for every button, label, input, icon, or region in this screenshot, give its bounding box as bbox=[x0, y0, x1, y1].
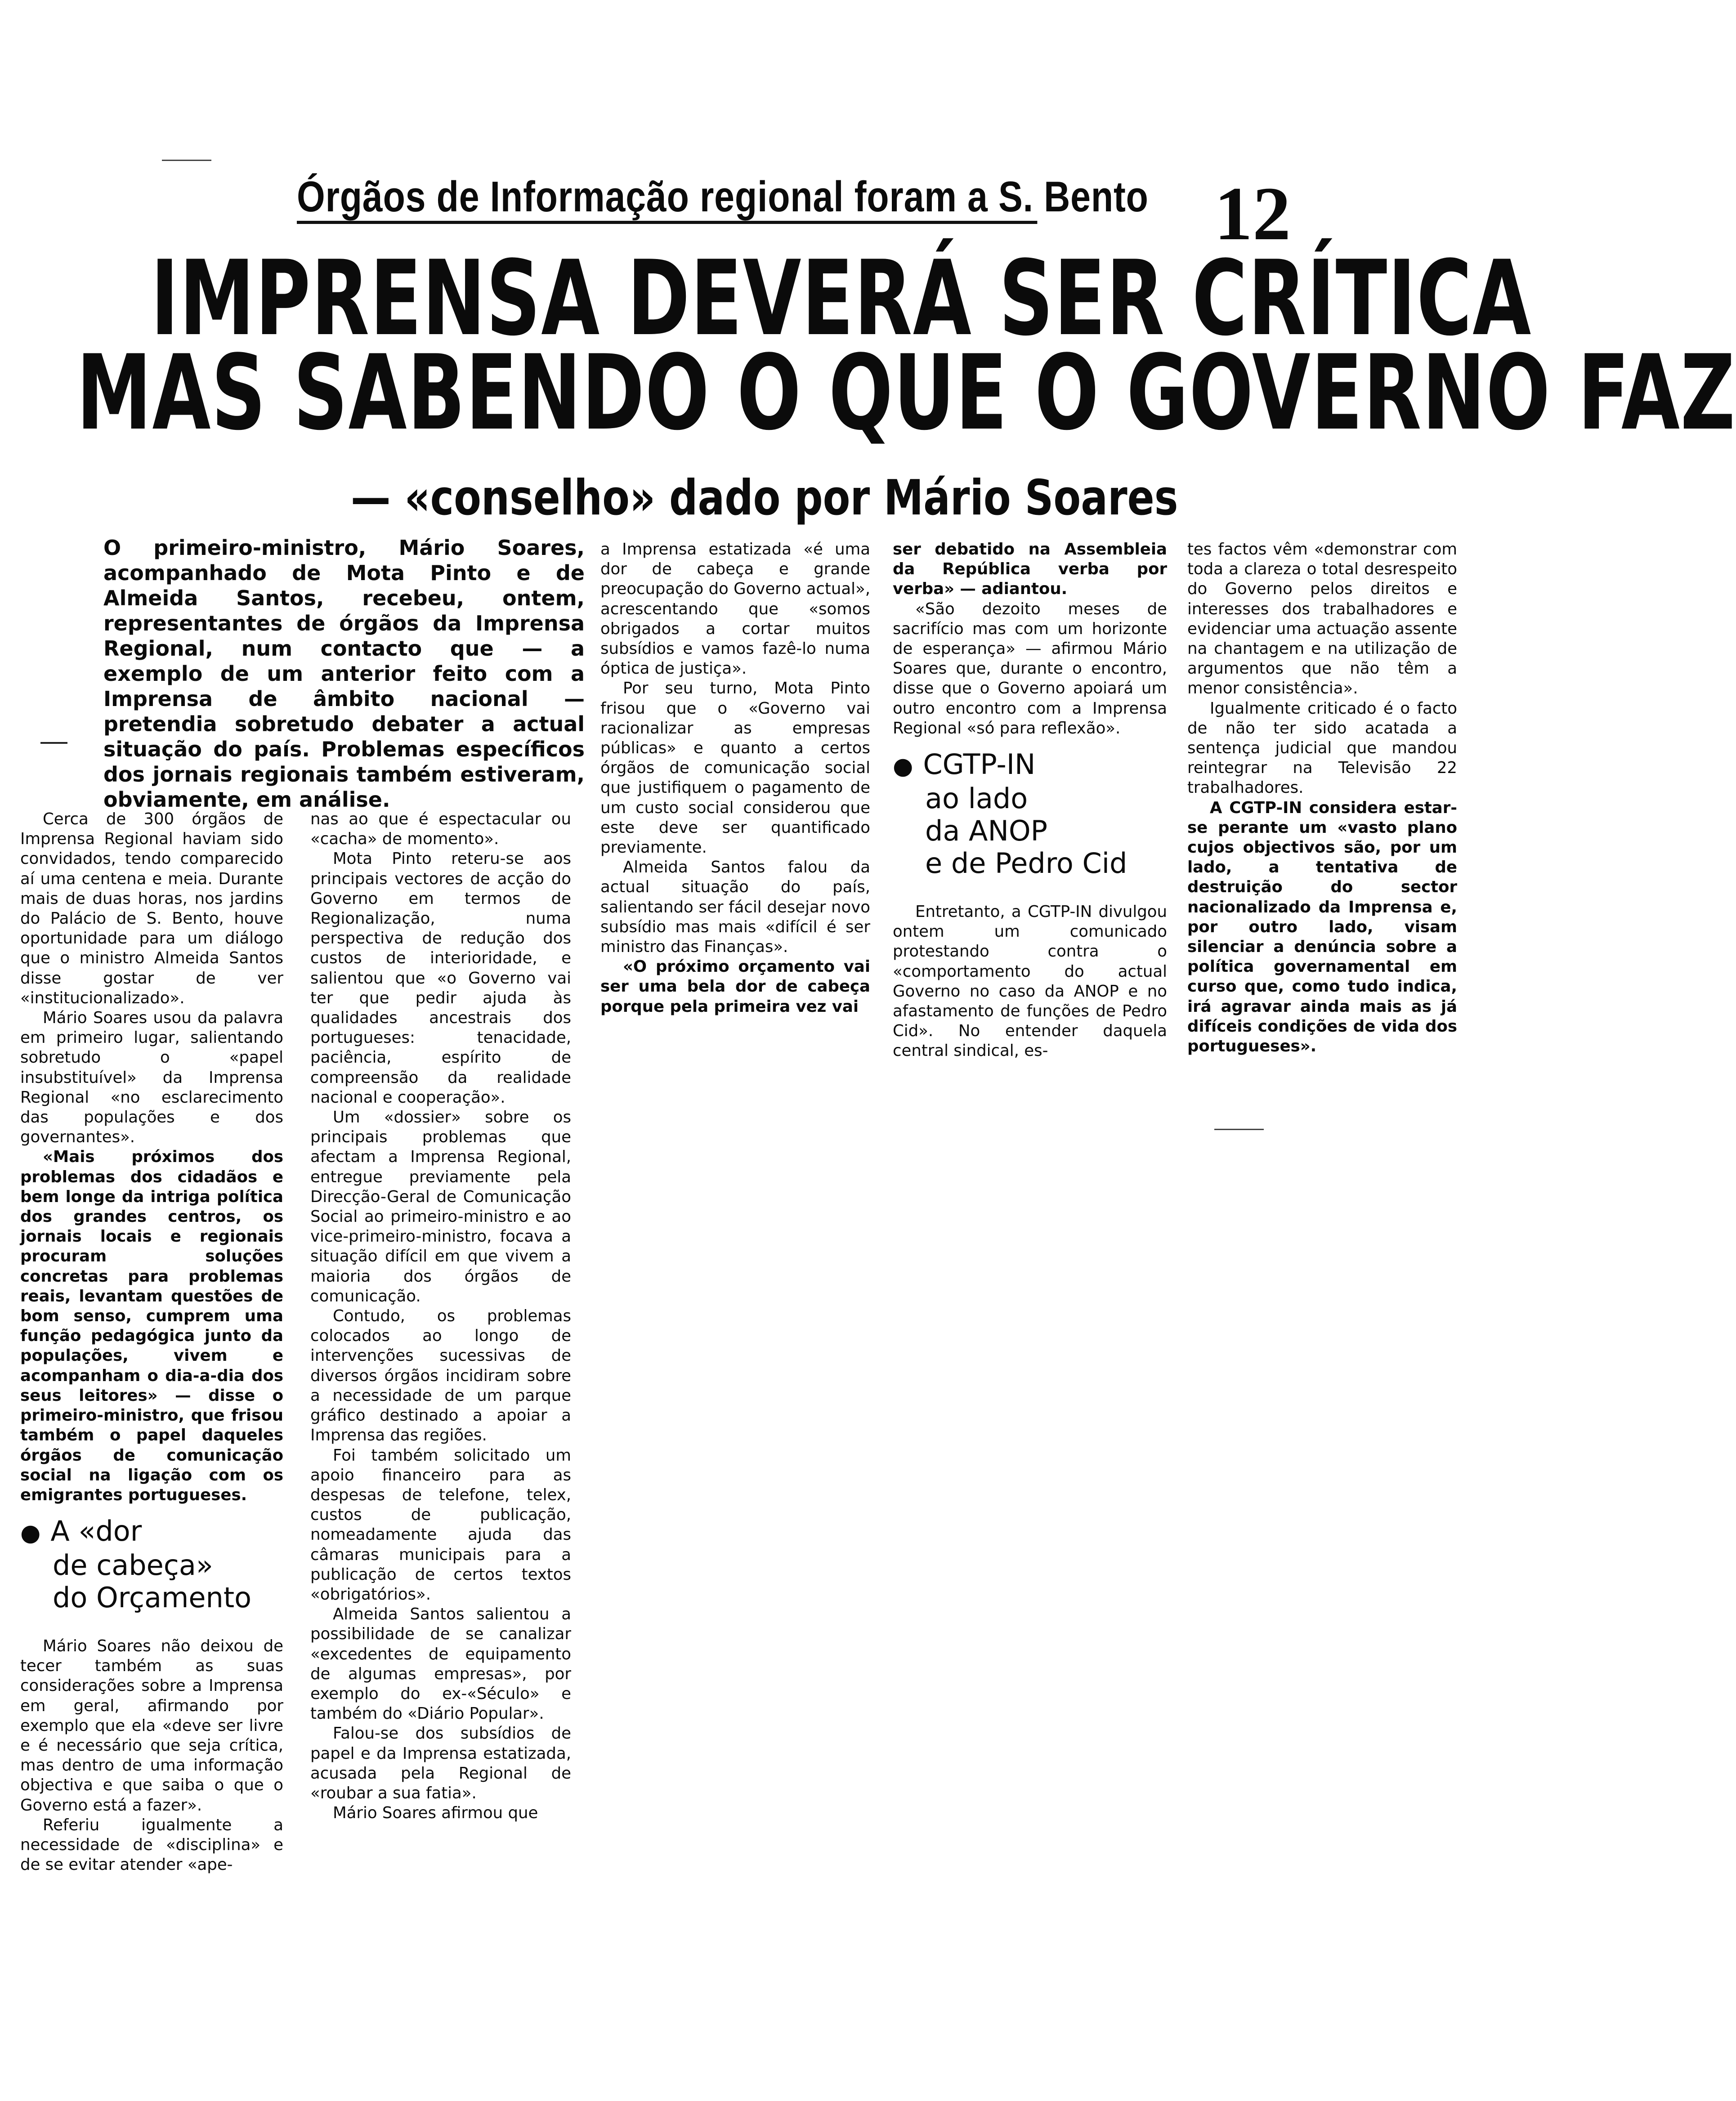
kicker-headline: Órgãos de Informação regional foram a S. Bento bbox=[297, 173, 1037, 224]
paragraph: tes factos vêm «demonstrar com toda a clareza o total desrespeito do Governo pelos direitos e interesses dos trabalhadores e evidenciar uma actuação assente na chantagem e na utilização de argumentos que não têm a menor consistência». bbox=[1187, 540, 1457, 698]
paragraph: Um «dossier» sobre os principais problemas que afectam a Imprensa Regional, entregue previamente pela Direcção-Geral de Comunicação Social ao primeiro-ministro e ao vice-primeiro-ministro, focava a situação difícil em que vivem a maioria dos órgãos de comunicação. bbox=[310, 1108, 571, 1305]
subhead-line: ao lado bbox=[925, 782, 1028, 815]
quote-paragraph: «O próximo orçamento vai ser uma bela dor de cabeça porque pela primeira vez vai bbox=[600, 957, 870, 1016]
main-headline-line-2: MAS SABENDO O QUE O GOVERNO FAZ bbox=[76, 333, 1736, 453]
subhead-line: do Orçamento bbox=[53, 1581, 252, 1614]
paragraph: Foi também solicitado um apoio financeiro para as despesas de telefone, telex, custos de publicação, nomeadamente ajuda das câmaras municipais para a publicação de certos textos «obrigatórios». bbox=[310, 1446, 571, 1604]
section-subhead-cgtp bbox=[893, 748, 1167, 880]
subhead-line: e de Pedro Cid bbox=[925, 846, 1128, 880]
paragraph: Almeida Santos falou da actual situação do país, salientando ser fácil desejar novo subsídio mas mais «difícil é ser ministro das Finanças». bbox=[600, 858, 870, 957]
article-column-3 bbox=[600, 540, 870, 1017]
article-column-2 bbox=[310, 809, 571, 1823]
handwritten-page-mark: 12 bbox=[1214, 171, 1291, 256]
paragraph: «São dezoito meses de sacrifício mas com um horizonte de esperança» — afirmou Mário Soares que, durante o encontro, disse que o Governo apoiará um outro encontro com a Imprensa Regional «só para reflexão». bbox=[893, 599, 1167, 738]
decorative-rule bbox=[162, 160, 211, 161]
paragraph: Entretanto, a CGTP-IN divulgou ontem um comunicado protestando contra o «comportamento do actual Governo no caso da ANOP e no afastamento de funções de Pedro Cid». No entender daquela central sindical, es- bbox=[893, 902, 1167, 1060]
paragraph: Almeida Santos salientou a possibilidade de se canalizar «excedentes de equipamento de algumas empresas», por exemplo do ex-«Século» e também do «Diário Popular». bbox=[310, 1605, 571, 1723]
article-column-4 bbox=[893, 540, 1167, 1061]
article-column-1 bbox=[20, 809, 283, 1875]
article-column-5 bbox=[1187, 540, 1457, 1056]
quote-paragraph: A CGTP-IN considera estar-se perante um «vasto plano cujos objectivos são, por um lado, a tentativa de destruição do sector nacionalizado da Imprensa e, por outro lado, visam silenciar a denúncia sobre a política governamental em curso que, como tudo indica, irá agravar ainda mais as já difíceis condições de vida dos portugueses». bbox=[1187, 798, 1457, 1056]
paragraph: a Imprensa estatizada «é uma dor de cabeça e grande preocupação do Governo actual», acrescentando que «somos obrigados a cortar muitos subsídios e vamos fazê-lo numa óptica de justiça». bbox=[600, 540, 870, 678]
subhead-line: A «dor bbox=[50, 1515, 142, 1548]
paragraph: Mário Soares não deixou de tecer também as suas considerações sobre a Imprensa em geral, afirmando por exemplo que ela «deve ser livre e é necessário que seja crítica, mas dentro de uma informação objectiva e que saiba o que o Governo está a fazer». bbox=[20, 1637, 283, 1815]
subheadline: — «conselho» dado por Mário Soares bbox=[351, 470, 1178, 526]
paragraph: Mário Soares usou da palavra em primeiro lugar, salientando sobretudo o «papel insubstituível» da Imprensa Regional «no esclarecimento das populações e dos governantes». bbox=[20, 1009, 283, 1147]
subhead-line: de cabeça» bbox=[53, 1549, 213, 1582]
paragraph: Referiu igualmente a necessidade de «disciplina» e de se evitar atender «ape- bbox=[20, 1815, 283, 1874]
paragraph: Por seu turno, Mota Pinto frisou que o «Governo vai racionalizar as empresas públicas» e quanto a certos órgãos de comunicação social que justifiquem o pagamento de um custo social considerou que este deve ser quantificado previamente. bbox=[600, 679, 870, 857]
quote-paragraph: «Mais próximos dos problemas dos cidadãos e bem longe da intriga política dos grandes centros, os jornais locais e regionais procuram soluções concretas para problemas reais, levantam questões de bom senso, cumprem uma função pedagógica junto da populações, vivem e acompanham o dia-a-dia dos seus leitores» — disse o primeiro-ministro, que frisou também o papel daqueles órgãos de comunicação social na ligação com os emigrantes portugueses. bbox=[20, 1148, 283, 1504]
paragraph: Cerca de 300 órgãos de Imprensa Regional haviam sido convidados, tendo comparecido aí uma centena e meia. Durante mais de duas horas, nos jardins do Palácio de S. Bento, houve oportunidade para um diálogo que o ministro Almeida Santos disse gostar de ver «institucionalizado». bbox=[20, 810, 283, 1007]
paragraph: Falou-se dos subsídios de papel e da Imprensa estatizada, acusada pela Regional de «roubar a sua fatia». bbox=[310, 1724, 571, 1802]
paragraph: Mota Pinto reteru-se aos principais vectores de acção do Governo em termos de Regionalização, numa perspectiva de redução dos custos de interioridade, e salientou que «o Governo vai ter que pedir ajuda às qualidades ancestrais dos portugueses: tenacidade, paciência, espírito de compreensão da realidade nacional e cooperação». bbox=[310, 849, 571, 1107]
subhead-line: da ANOP bbox=[925, 814, 1048, 847]
bullet-icon: ● bbox=[20, 1520, 41, 1547]
lead-paragraph: O primeiro-ministro, Mário Soares, acompanhado de Mota Pinto e de Almeida Santos, recebeu, ontem, representantes de órgãos da Imprensa Regional, num contacto que — a exemplo de um anterior feito com a Imprensa de âmbito nacional — pretendia sobretudo debater a actual situação do país. Problemas específicos dos jornais regionais também estiveram, obviamente, em análise. bbox=[103, 536, 585, 812]
main-headline-line-1: IMPRENSA DEVERÁ SER CRÍTICA bbox=[151, 239, 1532, 359]
quote-paragraph: ser debatido na Assembleia da República verba por verba» — adiantou. bbox=[893, 540, 1167, 599]
bullet-icon: ● bbox=[893, 752, 913, 780]
margin-mark bbox=[40, 742, 67, 744]
paragraph: Contudo, os problemas colocados ao longo de intervenções sucessivas de diversos órgãos incidiram sobre a necessidade de um parque gráfico destinado a apoiar a Imprensa das regiões. bbox=[310, 1307, 571, 1445]
paragraph: Mário Soares afirmou que bbox=[333, 1804, 538, 1823]
paragraph: nas ao que é espectacular ou «cacha» de momento». bbox=[310, 810, 571, 849]
end-mark bbox=[1214, 1129, 1264, 1130]
paragraph: Igualmente criticado é o facto de não ter sido acatada a sentença judicial que mandou reintegrar na Televisão 22 trabalhadores. bbox=[1187, 699, 1457, 797]
section-subhead-dor-de-cabeca bbox=[20, 1515, 283, 1614]
subhead-line: CGTP-IN bbox=[923, 748, 1036, 781]
